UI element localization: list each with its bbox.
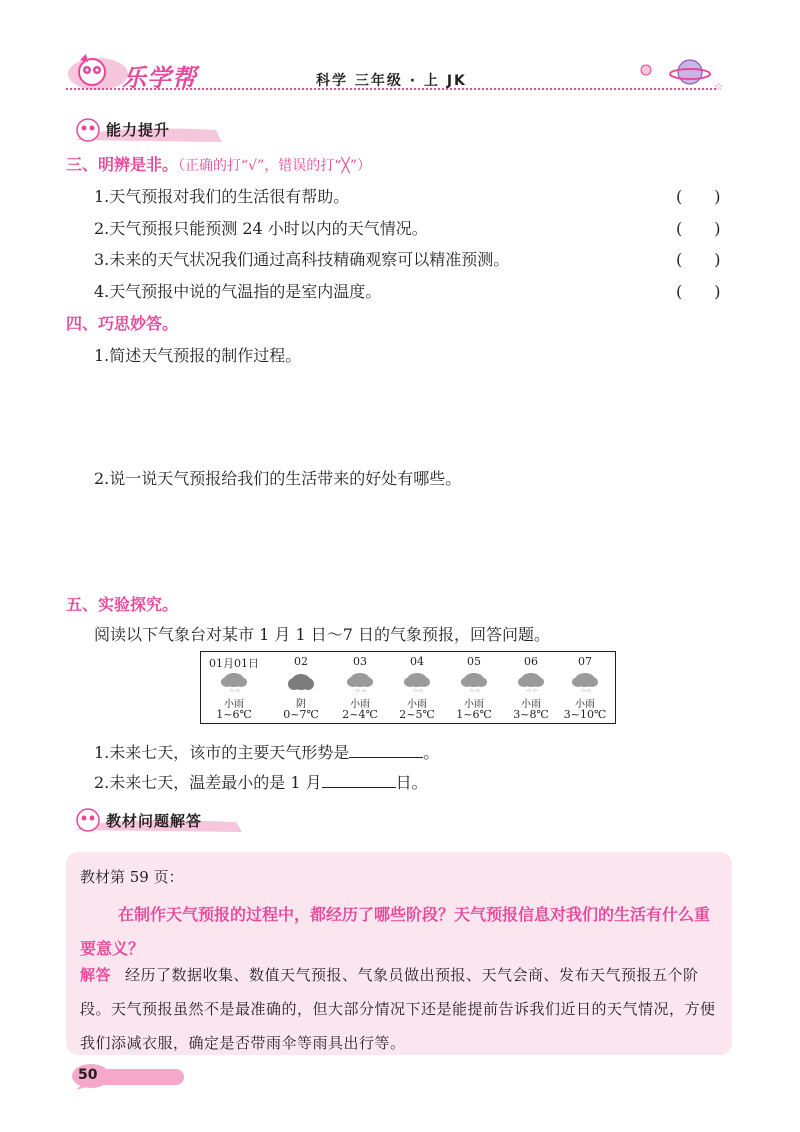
- ability-banner: [66, 116, 226, 146]
- section4-title: 四、巧思妙答。: [66, 314, 179, 333]
- svg-text:⁘: ⁘: [580, 687, 586, 694]
- forecast-weather: 小雨: [224, 699, 244, 710]
- question-5-2-end: 日。: [395, 773, 428, 792]
- forecast-temp: 3~8℃: [513, 708, 549, 721]
- question-4-1: 1.简述天气预报的制作过程。: [94, 346, 302, 365]
- forecast-day: 07: [578, 655, 592, 668]
- forecast-day: 01月01日: [209, 657, 259, 670]
- svg-text:⁘: ⁘: [418, 687, 424, 694]
- svg-text:⁘: ⁘: [355, 687, 361, 694]
- textbook-reference: 教材第 59 页：: [80, 868, 184, 886]
- judge-item-2: 2.天气预报只能预测 24 小时以内的天气情况。: [94, 219, 428, 238]
- section3-title: [66, 152, 371, 175]
- forecast-table: [200, 651, 616, 724]
- section5-title: 五、实验探究。: [66, 595, 179, 614]
- question-5-2: [94, 770, 428, 793]
- banner-label: 能力提升: [106, 121, 171, 139]
- svg-text:⁘: ⁘: [412, 687, 418, 694]
- forecast-day: 05: [467, 655, 481, 668]
- forecast-day: 02: [294, 655, 308, 668]
- answer-text: 经历了数据收集、数值天气预报、气象员做出预报、天气会商、发布天气预报五个阶段。天气预报虽然不是最准确的，但大部分情况下还是能提前告诉我们近日的天气情况，方便我们添减衣服，确定是否带雨伞等雨具出行等。: [80, 966, 716, 1052]
- overcast-cloud-icon: [271, 670, 331, 694]
- answer-paren-2[interactable]: ( ): [676, 219, 721, 238]
- rain-cloud-icon: [501, 670, 561, 694]
- textbook-question: 在制作天气预报的过程中，都经历了哪些阶段？天气预报信息对我们的生活有什么重要意义？: [80, 905, 711, 958]
- forecast-temp: 0~7℃: [283, 708, 319, 721]
- brand-name: 乐学帮: [122, 64, 197, 92]
- forecast-temp: 1~6℃: [456, 708, 492, 721]
- textbook-banner: [66, 806, 246, 836]
- rain-cloud-icon: [387, 670, 447, 694]
- forecast-weather: 小雨: [575, 699, 595, 710]
- question-5-2-text: 2.未来七天，温差最小的是 1 月: [94, 773, 322, 792]
- judge-item-1: 1.天气预报对我们的生活很有帮助。: [94, 187, 350, 206]
- textbook-answer: [80, 958, 720, 1060]
- forecast-temp: 3~10℃: [563, 708, 607, 721]
- answer-space-4-2[interactable]: [94, 495, 724, 575]
- svg-text:⁘: ⁘: [235, 687, 241, 694]
- rain-cloud-icon: [444, 670, 504, 694]
- header-title: 科学 三年级 · 上 JK: [316, 73, 467, 89]
- forecast-day: 06: [524, 655, 538, 668]
- svg-text:⁘: ⁘: [586, 687, 592, 694]
- answer-paren-3[interactable]: ( ): [676, 250, 721, 269]
- header-divider: [66, 88, 716, 90]
- fill-blank-1[interactable]: [349, 743, 423, 758]
- banner-label: 教材问题解答: [106, 812, 203, 830]
- forecast-weather: 小雨: [350, 699, 370, 710]
- forecast-day: 03: [353, 655, 367, 668]
- forecast-temp: 1~6℃: [216, 708, 252, 721]
- section5-intro: 阅读以下气象台对某市 1 月 1 日～7 日的气象预报，回答问题。: [94, 625, 550, 644]
- question-4-2: 2.说一说天气预报给我们的生活带来的好处有哪些。: [94, 469, 462, 488]
- forecast-weather: 小雨: [464, 699, 484, 710]
- page-number: 50: [78, 1067, 98, 1083]
- forecast-temp: 2~5℃: [399, 708, 435, 721]
- forecast-weather: 小雨: [521, 699, 541, 710]
- svg-text:⁘: ⁘: [229, 687, 235, 694]
- planet-icon: [630, 56, 730, 96]
- svg-text:⁘: ⁘: [475, 687, 481, 694]
- svg-text:☆: ☆: [714, 82, 723, 93]
- rain-cloud-icon: [555, 670, 615, 694]
- forecast-weather: 阴: [296, 699, 306, 710]
- judge-item-4: 4.天气预报中说的气温指的是室内温度。: [94, 282, 382, 301]
- forecast-weather: 小雨: [407, 699, 427, 710]
- question-5-1: [94, 740, 439, 763]
- question-5-1-end: 。: [423, 743, 440, 762]
- fill-blank-2[interactable]: [322, 773, 396, 788]
- section3-heading: 三、明辨是非。: [66, 155, 179, 174]
- question-5-1-text: 1.未来七天，该市的主要天气形势是: [94, 743, 350, 762]
- section3-note: （正确的打“√”，错误的打“╳”）: [178, 158, 371, 174]
- answer-tag: 解答: [80, 966, 112, 984]
- rain-cloud-icon: [330, 670, 390, 694]
- answer-paren-1[interactable]: ( ): [676, 187, 721, 206]
- svg-text:⁘: ⁘: [526, 687, 532, 694]
- forecast-temp: 2~4℃: [342, 708, 378, 721]
- answer-paren-4[interactable]: ( ): [676, 282, 721, 301]
- forecast-day: 04: [410, 655, 424, 668]
- svg-text:⁘: ⁘: [532, 687, 538, 694]
- svg-text:⁘: ⁘: [469, 687, 475, 694]
- rain-cloud-icon: [204, 670, 264, 694]
- svg-text:⁘: ⁘: [361, 687, 367, 694]
- judge-item-3: 3.未来的天气状况我们通过高科技精确观察可以精准预测。: [94, 250, 510, 269]
- answer-space-4-1[interactable]: [94, 372, 724, 452]
